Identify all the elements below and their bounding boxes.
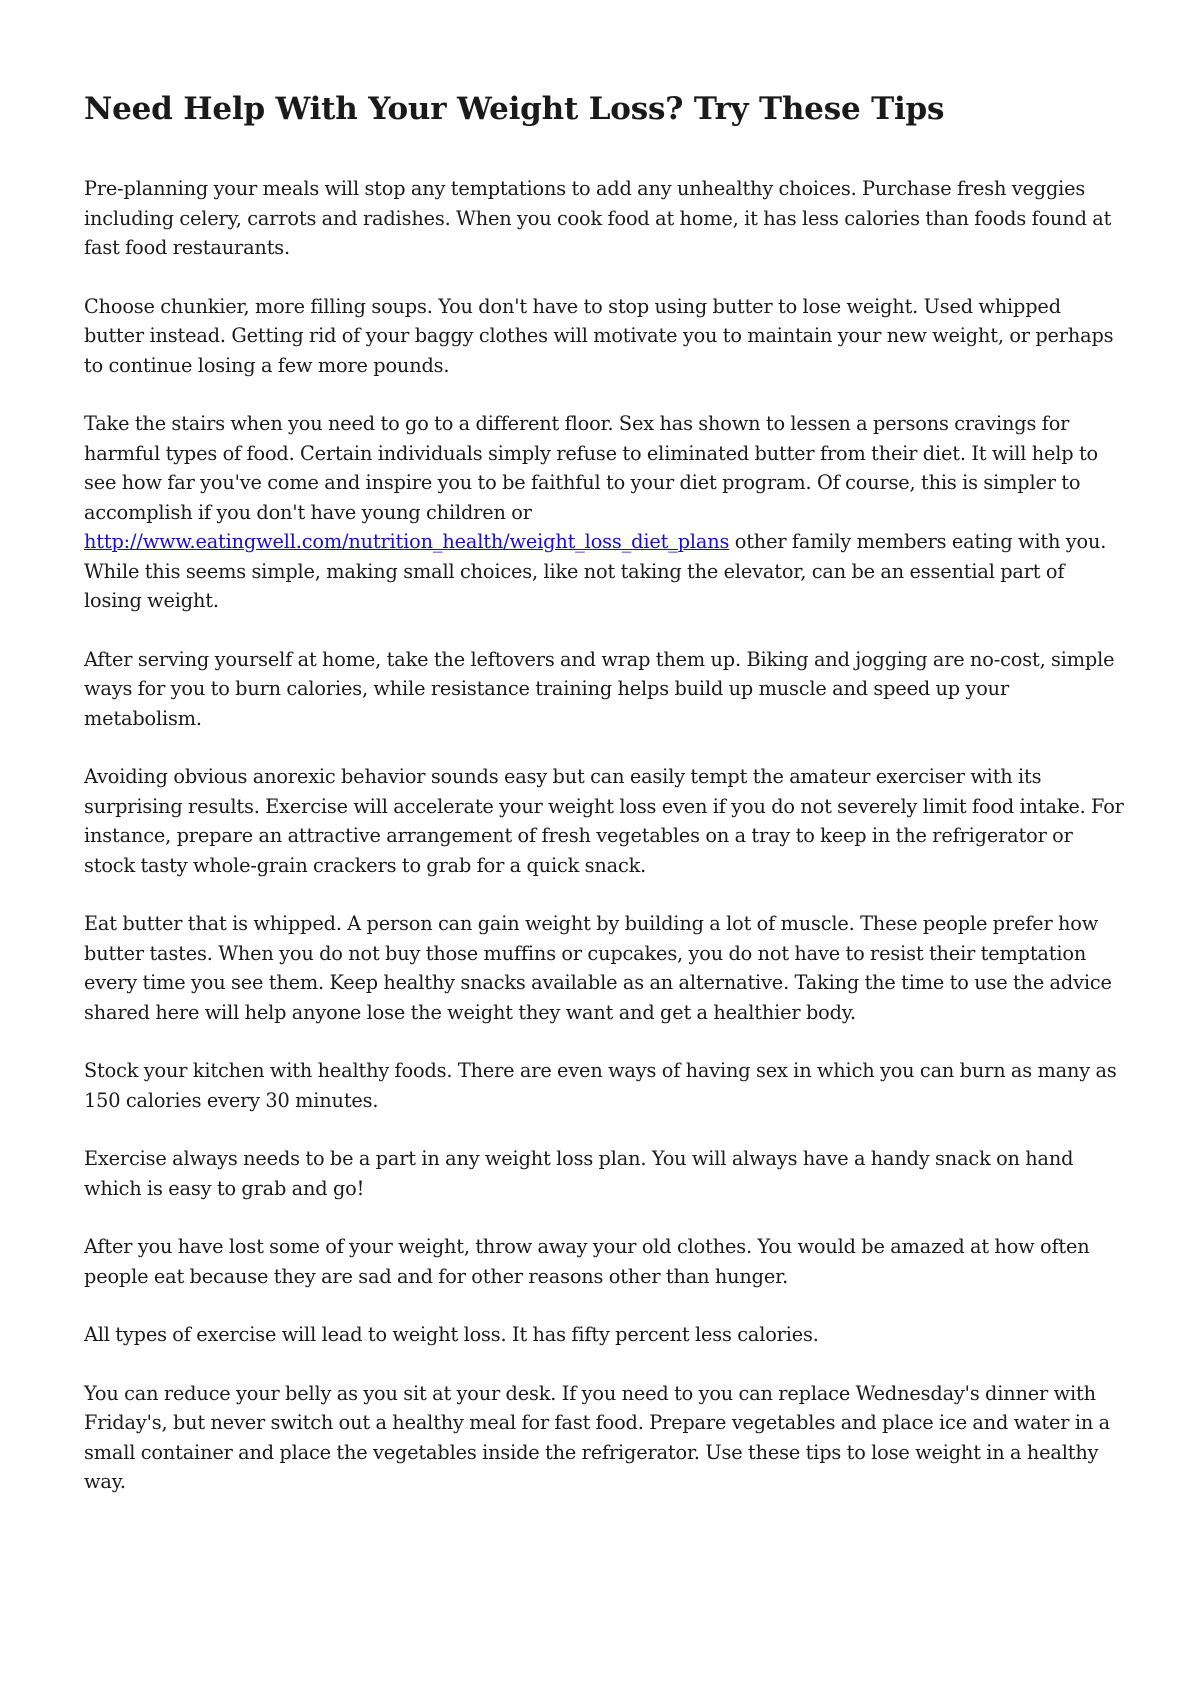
paragraph-2: Choose chunkier, more filling soups. You don't have to stop using butter to lose weight. Used whipped butter instead. Getting rid of your baggy clothes will motivate you to maintain your new weight, or perhaps to continue losing a few more pounds. xyxy=(84,294,1114,377)
paragraph-11: You can reduce your belly as you sit at your desk. If you need to you can replace Wednesday's dinner with Friday's, but never switch out a healthy meal for fast food. Prepare vegetables and place ice and water in a small container and place the vegetables inside the refrigerator. Use these tips to lose weight in a healthy way. xyxy=(84,1381,1110,1493)
paragraph-5: Avoiding obvious anorexic behavior sounds easy but can easily tempt the amateur exerciser with its surprising results. Exercise will accelerate your weight loss even if you do not severely limit food intake. For instance, prepare an attractive arrangement of fresh vegetables on a tray to keep in the refrigerator or stock tasty whole-grain crackers to grab for a quick snack. xyxy=(84,765,1124,877)
paragraph-3-text-after-link: other family members eating with you. While this seems simple, making small choices, like not taking the elevator, can be an essential part of losing weight. xyxy=(84,530,1107,612)
paragraph-3-text-before-link: Take the stairs when you need to go to a different floor. Sex has shown to lessen a persons cravings for harmful types of food. Certain individuals simply refuse to eliminated butter from their diet. It will help to see how far you've come and inspire you to be faithful to your diet program. Of course, this is simpler to accomplish if you don't have young children or xyxy=(84,412,1099,524)
paragraph-3 xyxy=(84,409,1124,616)
paragraph-4: After serving yourself at home, take the leftovers and wrap them up. Biking and jogging are no-cost, simple ways for you to burn calories, while resistance training helps build up muscle and speed up your metabolism. xyxy=(84,647,1115,730)
paragraph-6: Eat butter that is whipped. A person can gain weight by building a lot of muscle. These people prefer how butter tastes. When you do not buy those muffins or cupcakes, you do not have to resist their temptation every time you see them. Keep healthy snacks available as an alternative. Taking the time to use the advice shared here will help anyone lose the weight they want and get a healthier body. xyxy=(84,912,1112,1024)
paragraph-7: Stock your kitchen with healthy foods. There are even ways of having sex in which you can burn as many as 150 calories every 30 minutes. xyxy=(84,1059,1117,1112)
document-title: Need Help With Your Weight Loss? Try These Tips xyxy=(84,91,945,127)
paragraph-10: All types of exercise will lead to weight loss. It has fifty percent less calories. xyxy=(84,1323,819,1346)
eatingwell-link[interactable]: http://www.eatingwell.com/nutrition_health/weight_loss_diet_plans xyxy=(84,530,730,553)
paragraph-9: After you have lost some of your weight, throw away your old clothes. You would be amazed at how often people eat because they are sad and for other reasons other than hunger. xyxy=(84,1235,1090,1288)
document-body xyxy=(84,174,1124,1497)
document-page xyxy=(84,86,1124,1526)
paragraph-8: Exercise always needs to be a part in any weight loss plan. You will always have a handy snack on hand which is easy to grab and go! xyxy=(84,1147,1074,1200)
paragraph-1: Pre-planning your meals will stop any temptations to add any unhealthy choices. Purchase fresh veggies including celery, carrots and radishes. When you cook food at home, it has less calories than foods found at fast food restaurants. xyxy=(84,177,1112,259)
